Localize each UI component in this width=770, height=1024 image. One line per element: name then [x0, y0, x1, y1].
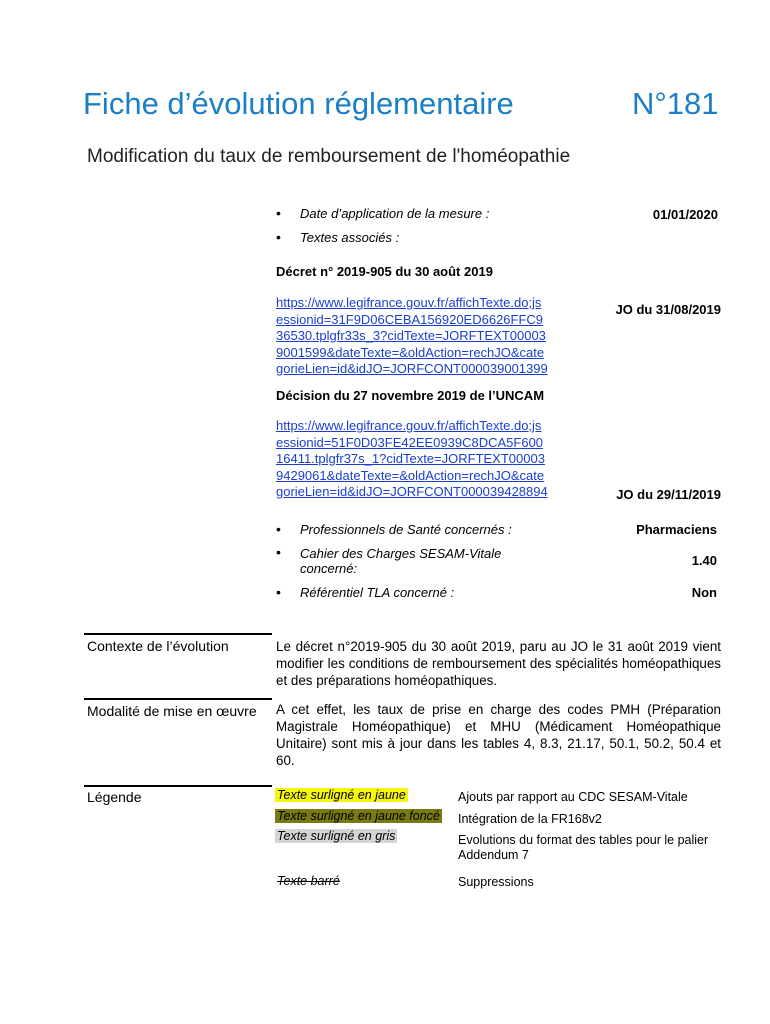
decret-link[interactable] — [276, 295, 548, 378]
decision-link-line[interactable]: 9429061&dateTexte=&oldAction=rechJO&cate — [276, 467, 545, 483]
legend-sample-strikethrough: Texte barré — [277, 874, 340, 888]
section-divider — [84, 633, 272, 635]
bullet-icon: • — [276, 544, 281, 560]
decision-link-line[interactable]: gorieLien=id&idJO=JORFCONT000039428894 — [276, 484, 548, 499]
cdc-value: 1.40 — [691, 553, 717, 568]
decret-title: Décret n° 2019-905 du 30 août 2019 — [276, 264, 493, 279]
decision-link-line[interactable]: https://www.legifrance.gouv.fr/affichTexte.do;js — [276, 418, 542, 433]
decret-link-line[interactable]: essionid=31F9D06CEBA156920ED6626FFC9 — [276, 311, 544, 327]
context-label: Contexte de l’évolution — [87, 638, 229, 654]
decision-title: Décision du 27 novembre 2019 de l’UNCAM — [276, 388, 545, 403]
decision-link-line[interactable]: essionid=51F0D03FE42EE0939C8DCA5F600 — [276, 434, 544, 450]
date-application-label: • Date d’application de la mesure : — [276, 205, 490, 221]
section-divider — [84, 785, 272, 787]
bullet-icon: • — [276, 521, 281, 537]
legend-desc-grey: Evolutions du format des tables pour le palier Addendum 7 — [458, 833, 709, 862]
tla-value: Non — [691, 585, 717, 600]
modalite-label: Modalité de mise en œuvre — [87, 703, 257, 719]
decret-link-line[interactable]: 36530.tplgfr33s_3?cidTexte=JORFTEXT00003 — [276, 328, 546, 343]
date-application-value: 01/01/2020 — [652, 207, 718, 222]
textes-associes-label: • Textes associés : — [276, 229, 400, 245]
decision-link[interactable] — [276, 418, 548, 501]
decret-jo-date: JO du 31/08/2019 — [615, 302, 721, 317]
cdc-label: • Cahier des Charges SESAM-Vitale concerné: — [276, 544, 502, 576]
decret-link-line[interactable]: 9001599&dateTexte=&oldAction=rechJO&cate — [276, 344, 545, 360]
section-divider — [84, 698, 272, 700]
legende-label: Légende — [87, 789, 142, 805]
decret-link-line[interactable]: gorieLien=id&idJO=JORFCONT000039001399 — [276, 361, 548, 376]
professionnels-label: • Professionnels de Santé concernés : — [276, 521, 512, 537]
legend-desc-dark-yellow: Intégration de la FR168v2 — [458, 812, 602, 826]
legend-sample-grey: Texte surligné en gris — [277, 829, 396, 843]
tla-label: • Référentiel TLA concerné : — [276, 584, 455, 600]
document-title: Fiche d’évolution réglementaire — [83, 86, 514, 121]
bullet-icon: • — [276, 229, 281, 245]
legend-desc-yellow: Ajouts par rapport au CDC SESAM-Vitale — [458, 790, 688, 804]
document-number: N°181 — [632, 86, 719, 121]
bullet-icon: • — [276, 205, 281, 221]
legend-sample-dark-yellow: Texte surligné en jaune foncé — [277, 809, 440, 823]
modalite-text: A cet effet, les taux de prise en charge des codes PMH (Préparation Magistrale Homéopathique) et MHU (Médicament Homéopathique Unitaire) sont mis à jour dans les tables 4, 8.3, 21.17, 50.1, 50.2, 50.4 et 60. — [276, 702, 721, 768]
context-text: Le décret n°2019-905 du 30 août 2019, paru au JO le 31 août 2019 vient modifier les conditions de remboursement des spécialités homéopathiques et des préparations homéopathiques. — [276, 639, 721, 688]
document-subtitle: Modification du taux de remboursement de l'homéopathie — [87, 146, 571, 167]
legend-desc-strikethrough: Suppressions — [458, 875, 534, 889]
decision-jo-date: JO du 29/11/2019 — [616, 487, 721, 502]
decret-link-line[interactable]: https://www.legifrance.gouv.fr/affichTexte.do;js — [276, 295, 542, 310]
bullet-icon: • — [276, 584, 281, 600]
decision-link-line[interactable]: 16411.tplgfr37s_1?cidTexte=JORFTEXT00003 — [276, 451, 545, 466]
legend-sample-yellow: Texte surligné en jaune — [277, 788, 406, 802]
professionnels-value: Pharmaciens — [636, 522, 717, 537]
